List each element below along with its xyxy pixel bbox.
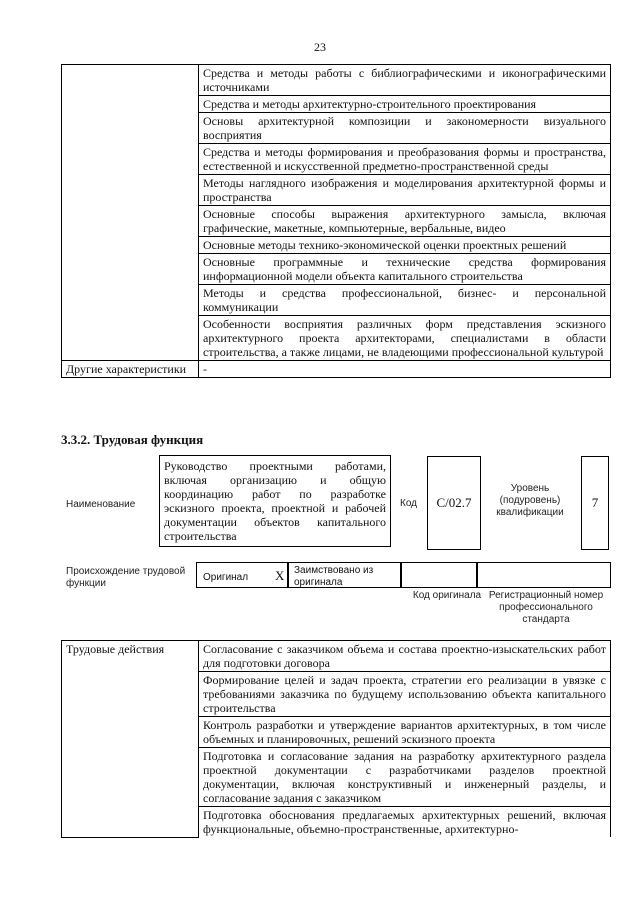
page-number: 23 bbox=[314, 40, 326, 54]
table-cell: Подготовка и согласование задания на разработку архитектурного раздела проектной документации с разработчиками разделов проектной документации, включая конструктивный и инженерный разделы, и согласование задания с заказчиком bbox=[199, 748, 611, 807]
function-name-box: Руководство проектными работами, включая организацию и общую координацию работ по разработке эскизного проекта, проектной и рабочей документации объектов капитального строительства bbox=[159, 455, 391, 547]
qualification-level-box: 7 bbox=[581, 456, 609, 550]
table-cell: Средства и методы формирования и преобразования формы и пространства, естественной и искусственной предметно-пространственной среды bbox=[199, 144, 611, 175]
table-cell: Средства и методы работы с библиографическими и иконографическими источниками bbox=[199, 65, 611, 96]
labor-actions-label: Трудовые действия bbox=[62, 641, 199, 838]
borrowed-cell bbox=[288, 562, 401, 588]
original-label: Оригинал bbox=[203, 572, 249, 583]
empty-label-cell bbox=[62, 65, 199, 361]
section-heading: 3.3.2. Трудовая функция bbox=[61, 432, 204, 447]
registration-number-label: Регистрационный номер профессионального стандарта bbox=[488, 590, 604, 625]
table-cell: Основные методы технико-экономической оценки проектных решений bbox=[199, 237, 611, 254]
code-value-box: С/02.7 bbox=[427, 456, 481, 550]
origin-row bbox=[196, 562, 611, 590]
code-origin-label: Код оригинала bbox=[412, 590, 482, 601]
knowledge-table-continued bbox=[61, 64, 611, 378]
registration-number-cell bbox=[477, 562, 611, 588]
function-origin-label: Происхождение трудовой функции bbox=[66, 566, 186, 589]
table-row bbox=[62, 65, 611, 96]
table-cell: Особенности восприятия различных форм представления эскизного архитектурного проекта архитекторами, специалистами в области строительства, а также лицами, не владеющими профессиональной культурой bbox=[199, 316, 611, 361]
table-cell: Средства и методы архитектурно-строительного проектирования bbox=[199, 96, 611, 113]
other-characteristics-value: - bbox=[199, 361, 611, 378]
table-cell: Согласование с заказчиком объема и состава проектно-изыскательских работ для подготовки договора bbox=[199, 641, 611, 672]
table-row bbox=[62, 361, 611, 378]
table-cell: Основы архитектурной композиции и закономерности визуального восприятия bbox=[199, 113, 611, 144]
borrowed-label: Заимствовано из оригинала bbox=[294, 565, 374, 588]
qualification-level-label: Уровень (подуровень) квалификации bbox=[496, 483, 564, 518]
code-label: Код bbox=[400, 498, 418, 509]
name-label: Наименование bbox=[66, 499, 136, 510]
table-cell: Формирование целей и задач проекта, стратегии его реализации в увязке с требованиями заказчика по будущему использованию объекта капитального строительства bbox=[199, 672, 611, 717]
table-cell: Основные способы выражения архитектурного замысла, включая графические, макетные, компьютерные, вербальные, видео bbox=[199, 206, 611, 237]
table-cell: Контроль разработки и утверждение вариантов архитектурных, в том числе объемных и планировочных, решений эскизного проекта bbox=[199, 717, 611, 748]
table-cell: Методы и средства профессиональной, бизнес- и персональной коммуникации bbox=[199, 285, 611, 316]
table-cell: Методы наглядного изображения и моделирования архитектурной формы и пространства bbox=[199, 175, 611, 206]
original-mark: X bbox=[275, 568, 285, 583]
table-cell: Подготовка обоснования предлагаемых архитектурных решений, включая функциональные, объемно-пространственные, архитектурно- bbox=[199, 807, 611, 838]
origin-code-cell bbox=[401, 562, 477, 588]
original-cell bbox=[196, 562, 288, 588]
table-cell: Основные программные и технические средства формирования информационной модели объекта капитального строительства bbox=[199, 254, 611, 285]
other-characteristics-label: Другие характеристики bbox=[62, 361, 199, 378]
labor-actions-table bbox=[61, 640, 611, 838]
table-row bbox=[62, 641, 611, 672]
